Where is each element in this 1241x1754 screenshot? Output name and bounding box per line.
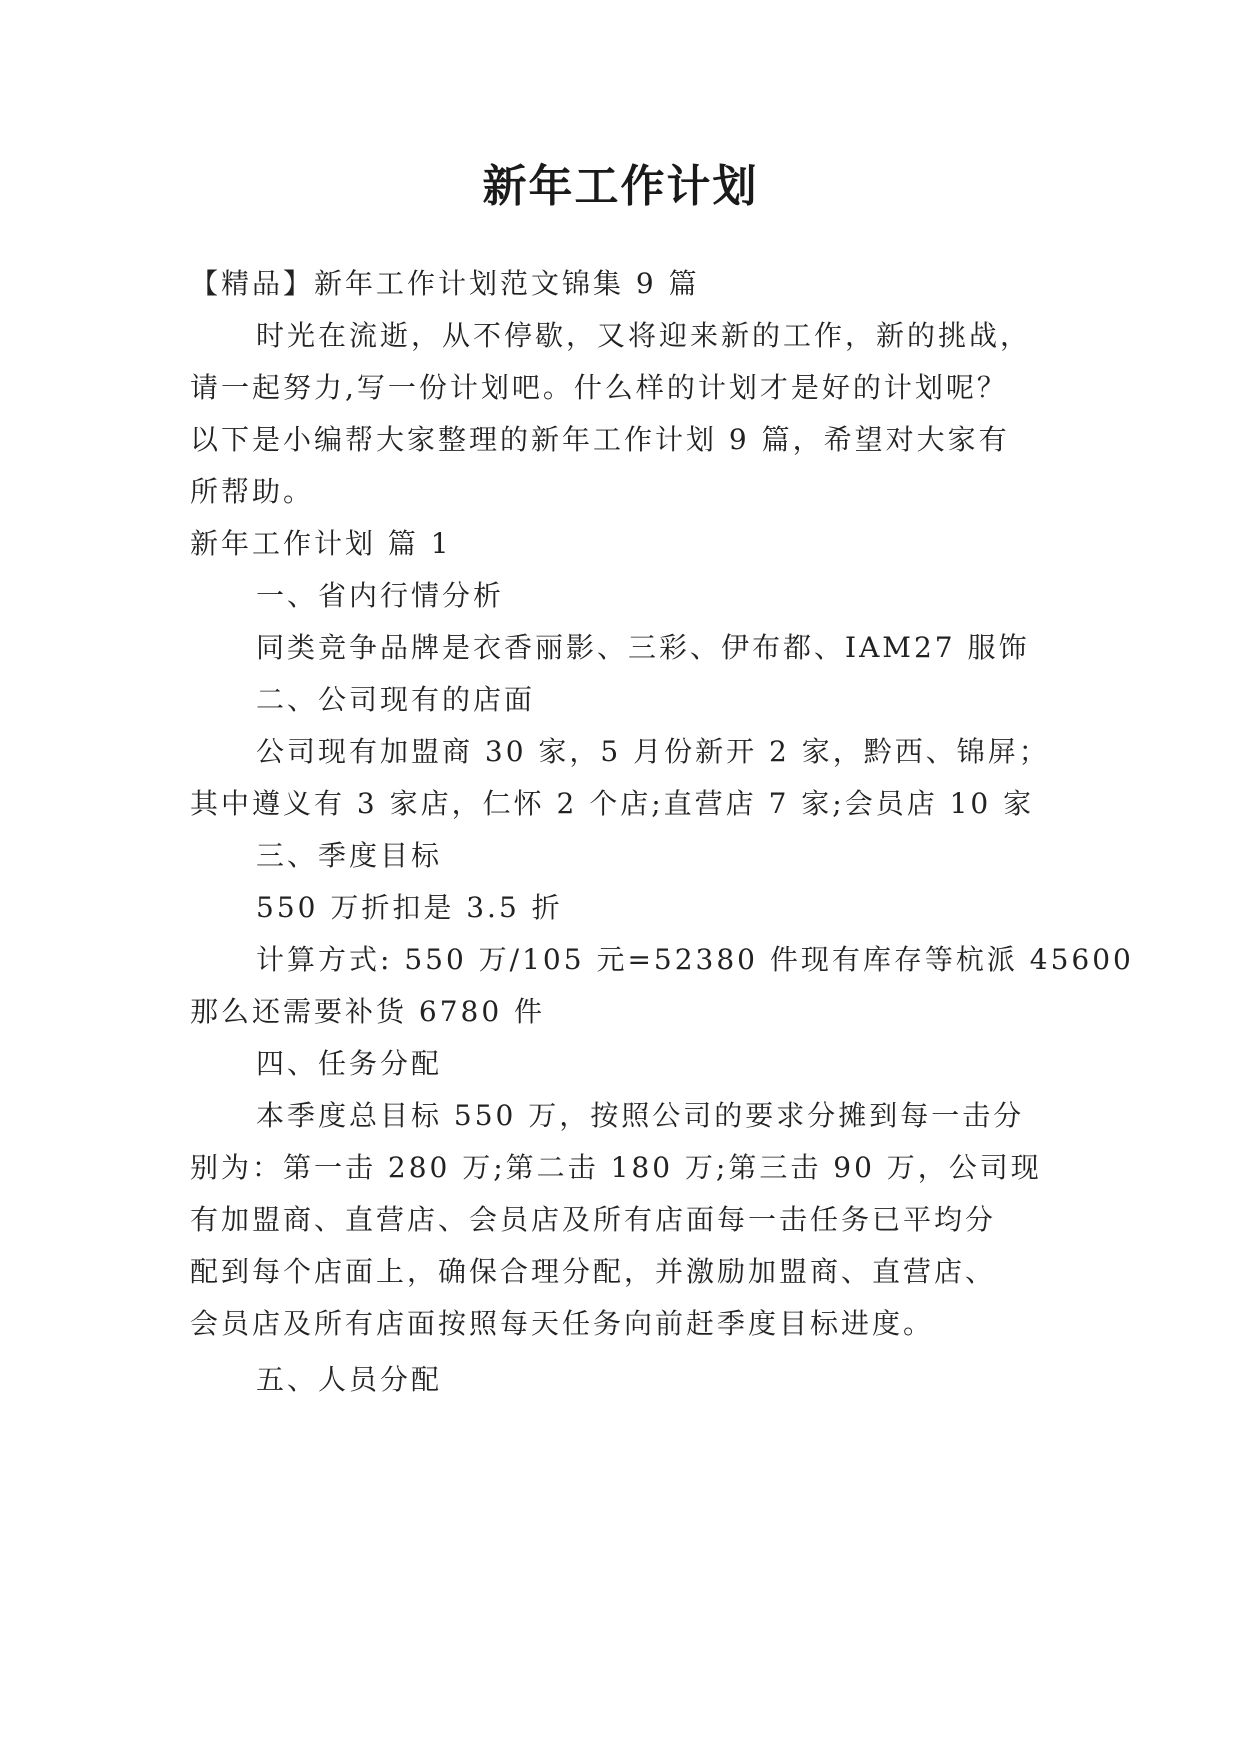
section-heading: 一、省内行情分析 bbox=[256, 579, 505, 612]
chapter-heading: 新年工作计划 篇 1 bbox=[190, 527, 452, 560]
collection-heading: 【精品】新年工作计划范文锦集 9 篇 bbox=[190, 267, 700, 300]
section-paragraph-line: 550 万折扣是 3.5 折 bbox=[256, 891, 563, 924]
section-paragraph-line: 其中遵义有 3 家店，仁怀 2 个店;直营店 7 家;会员店 10 家 bbox=[190, 787, 1035, 820]
section-heading: 三、季度目标 bbox=[256, 839, 443, 872]
section-heading: 五、人员分配 bbox=[256, 1363, 443, 1396]
section-paragraph-line: 同类竞争品牌是衣香丽影、三彩、伊布都、IAM27 服饰 bbox=[256, 631, 1030, 664]
section-paragraph-line: 计算方式: 550 万/105 元=52380 件现有库存等杭派 45600 bbox=[256, 943, 1134, 976]
section-paragraph-line: 本季度总目标 550 万，按照公司的要求分摊到每一击分 bbox=[256, 1099, 1025, 1132]
section-paragraph-line: 公司现有加盟商 30 家，5 月份新开 2 家，黔西、锦屏； bbox=[256, 735, 1050, 768]
section-paragraph-line: 那么还需要补货 6780 件 bbox=[190, 995, 546, 1028]
section-paragraph-line: 有加盟商、直营店、会员店及所有店面每一击任务已平均分 bbox=[190, 1203, 997, 1236]
section-heading: 二、公司现有的店面 bbox=[256, 683, 536, 716]
section-paragraph-line: 别为：第一击 280 万;第二击 180 万;第三击 90 万，公司现 bbox=[190, 1151, 1042, 1184]
page-title: 新年工作计划 bbox=[482, 161, 759, 212]
section-paragraph-line: 会员店及所有店面按照每天任务向前赶季度目标进度。 bbox=[190, 1307, 935, 1340]
intro-paragraph-line: 时光在流逝，从不停歇，又将迎来新的工作，新的挑战， bbox=[256, 319, 1032, 352]
section-paragraph-line: 配到每个店面上，确保合理分配，并激励加盟商、直营店、 bbox=[190, 1255, 997, 1288]
section-heading: 四、任务分配 bbox=[256, 1047, 443, 1080]
intro-paragraph-line: 以下是小编帮大家整理的新年工作计划 9 篇，希望对大家有 bbox=[190, 423, 1010, 456]
intro-paragraph-line: 所帮助。 bbox=[190, 475, 315, 508]
intro-paragraph-line: 请一起努力,写一份计划吧。什么样的计划才是好的计划呢？ bbox=[190, 371, 1008, 404]
